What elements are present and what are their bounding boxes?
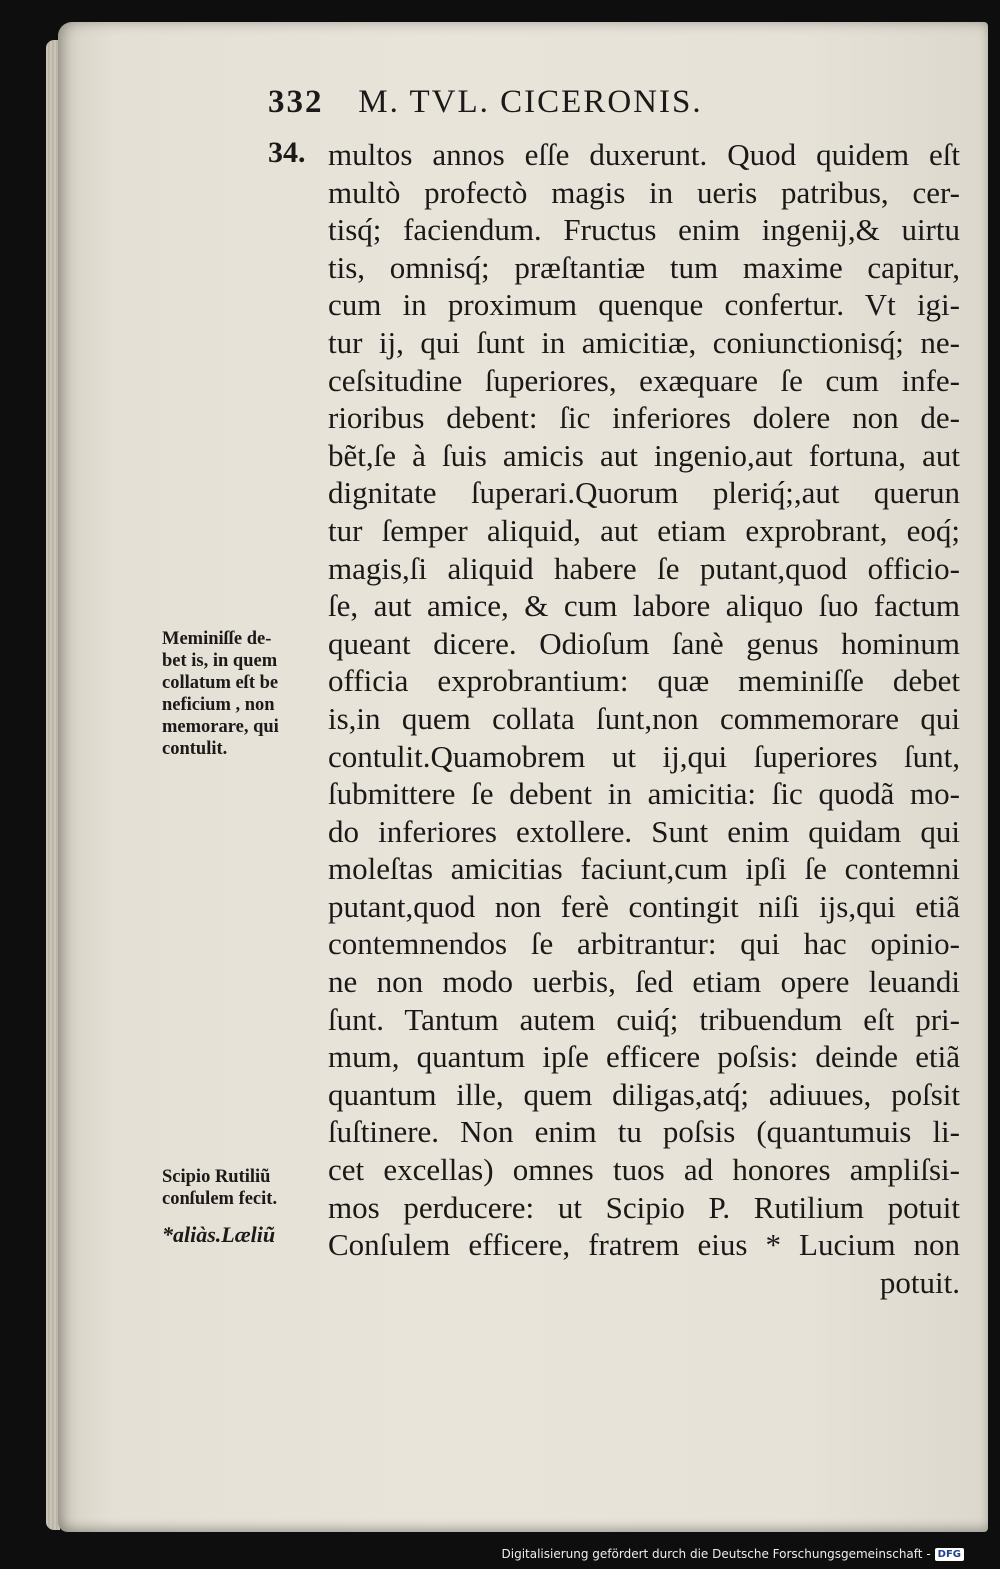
text-line: rioribus debent: ſic inferiores dolere non de- (328, 400, 960, 436)
running-head-title: M. TVL. CICERONIS. (358, 84, 703, 120)
text-line: moleſtas amicitias faciunt,cum ipſi ſe contemni (328, 851, 960, 887)
margin-note-line: contulit. (162, 739, 228, 759)
text-line: ſuſtinere. Non enim tu poſsis (quantumuis li- (328, 1114, 960, 1150)
margin-note-line: memorare, qui (162, 717, 279, 737)
text-line: contemnendos ſe arbitrantur: qui hac opinio- (328, 926, 960, 962)
margin-note-meminisse (162, 628, 327, 760)
dfg-logo: DFG (935, 1548, 964, 1561)
text-line: quantum ille, quem diligas,atq́; adiuues, poſsit (328, 1076, 960, 1112)
margin-note-line: bet is, in quem (162, 651, 278, 671)
text-line: ſe, aut amice, & cum labore aliquo ſuo factum (328, 588, 960, 624)
text-line: multò profectò magis in ueris patribus, cer- (328, 174, 960, 210)
text-line: officia exprobrantium: quæ meminiſſe debet (328, 663, 960, 699)
text-line: putant,quod non ferè contingit niſi ijs,qui etiã (328, 888, 960, 924)
text-line: bẽt,ſe à ſuis amicis aut ingenio,aut fortuna, aut (328, 437, 960, 473)
text-line: magis,ſi aliquid habere ſe putant,quod officio- (328, 550, 960, 586)
main-text-block (328, 136, 960, 1301)
credit-text: Digitalisierung gefördert durch die Deutsche Forschungsgemeinschaft - (501, 1547, 931, 1561)
margin-note-line: neficium , non (162, 695, 275, 715)
page-number: 332 (268, 84, 324, 120)
text-line: Conſulem efficere, fratrem eius * Lucium non (328, 1227, 960, 1263)
text-line: cum in proximum quenque confertur. Vt igi- (328, 287, 960, 323)
margin-note-line: *aliàs.Læliũ (162, 1222, 276, 1247)
margin-note-line: Scipio Rutiliũ (162, 1167, 271, 1187)
text-line: cet excellas) omnes tuos ad honores ampliſsi- (328, 1152, 960, 1188)
margin-note-line: Meminiſſe de- (162, 629, 272, 649)
text-line: ne non modo uerbis, ſed etiam opere leuandi (328, 964, 960, 1000)
text-line: ſunt. Tantum autem cuiq́; tribuendum eſt pri- (328, 1001, 960, 1037)
margin-note-line: collatum eſt be (162, 673, 279, 693)
text-line: tur ij, qui ſunt in amicitiæ, coniunctionisq́; ne- (328, 324, 960, 360)
text-line: do inferiores extollere. Sunt enim quidam qui (328, 813, 960, 849)
running-head (268, 84, 868, 121)
margin-note-alias (162, 1224, 327, 1246)
text-line: tur ſemper aliquid, aut etiam exprobrant, eoq́; (328, 512, 960, 548)
text-line: ceſsitudine ſuperiores, exæquare ſe cum infe- (328, 362, 960, 398)
digitization-credit (502, 1547, 965, 1561)
text-line: queant dicere. Odioſum ſanè genus hominum (328, 625, 960, 661)
text-line: mum, quantum ipſe efficere poſsis: deinde etiã (328, 1039, 960, 1075)
text-line: is,in quem collata ſunt,non commemorare qui (328, 700, 960, 736)
text-line: tisq́; faciendum. Fructus enim ingenij,& uirtu (328, 212, 960, 248)
text-line: tis, omnisq́; præſtantiæ tum maxime capitur, (328, 249, 960, 285)
text-line-catchword: potuit. (879, 1264, 960, 1300)
text-line: contulit.Quamobrem ut ij,qui ſuperiores ſunt, (328, 738, 960, 774)
margin-note-line: conſulem fecit. (162, 1189, 278, 1209)
text-line: ſubmittere ſe debent in amicitia: ſic quodã mo- (328, 776, 960, 812)
text-line: dignitate ſuperari.Quorum pleriq́;,aut querun (328, 475, 960, 511)
text-line: mos perducere: ut Scipio P. Rutilium potuit (328, 1189, 960, 1225)
margin-note-scipio (162, 1166, 327, 1210)
section-number: 34. (268, 136, 306, 169)
text-line: multos annos eſſe duxerunt. Quod quidem eſt (328, 137, 960, 172)
